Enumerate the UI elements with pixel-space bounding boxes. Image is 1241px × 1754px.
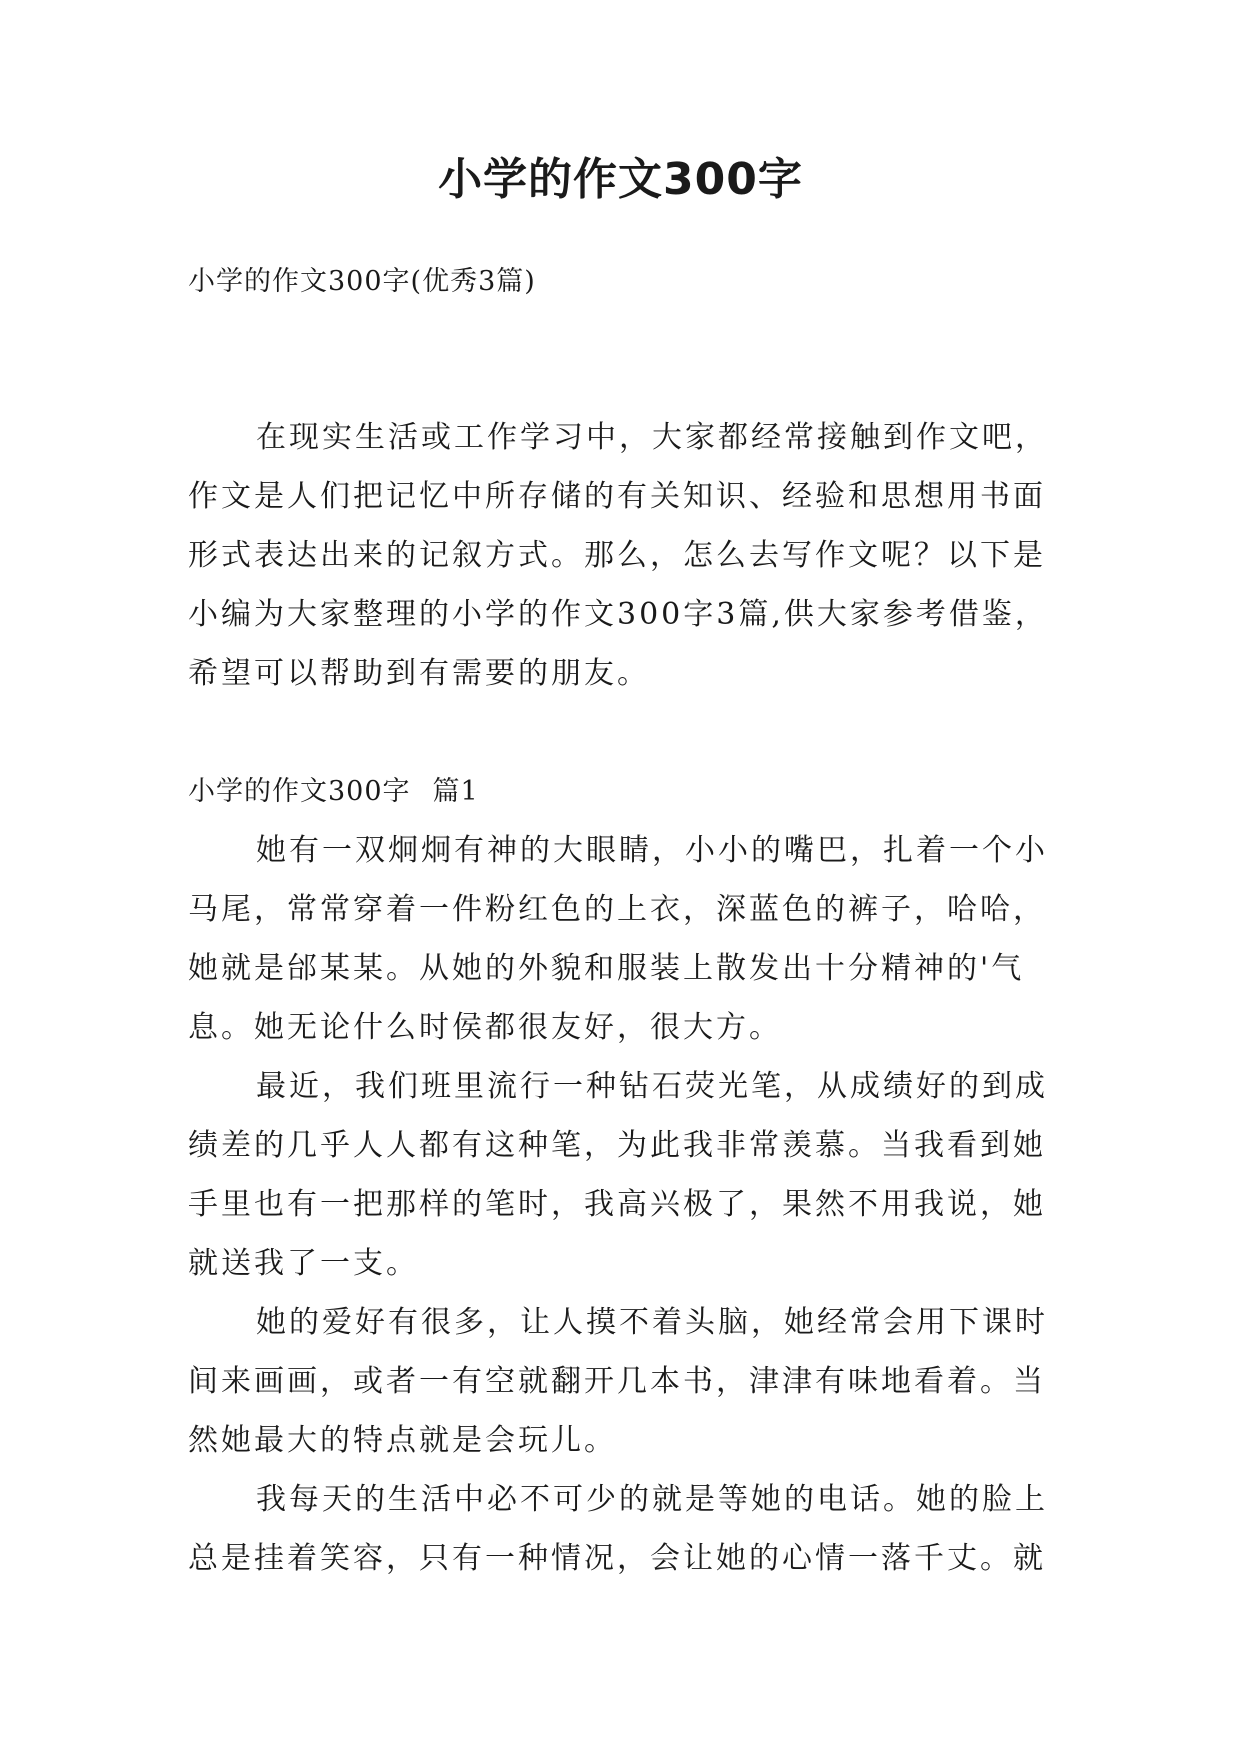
intro-paragraph	[188, 408, 1068, 703]
intro-line: 希望可以帮助到有需要的朋友。	[188, 656, 650, 691]
essay-line: 她就是邰某某。从她的外貌和服装上散发出十分精神的'气	[188, 951, 1025, 986]
intro-line: 在现实生活或工作学习中，大家都经常接触到作文吧，	[256, 420, 1048, 455]
essay-line: 绩差的几乎人人都有这种笔，为此我非常羡慕。当我看到她	[188, 1128, 1046, 1163]
essay-line: 总是挂着笑容，只有一种情况，会让她的心情一落千丈。就	[188, 1541, 1046, 1576]
intro-line: 形式表达出来的记叙方式。那么，怎么去写作文呢？以下是	[188, 538, 1046, 573]
essay-line: 我每天的生活中必不可少的就是等她的电话。她的脸上	[256, 1482, 1048, 1517]
document-subtitle: 小学的作文300字(优秀3篇)	[188, 266, 536, 297]
essay-heading	[188, 762, 1068, 821]
essay-heading-number: 篇1	[432, 776, 479, 807]
essay-line: 然她最大的特点就是会玩儿。	[188, 1423, 617, 1458]
essay-line: 最近，我们班里流行一种钻石荧光笔，从成绩好的到成	[256, 1069, 1048, 1104]
intro-line: 小编为大家整理的小学的作文300字3篇,供大家参考借鉴，	[188, 597, 1048, 632]
essay-line: 手里也有一把那样的笔时，我高兴极了，果然不用我说，她	[188, 1187, 1046, 1222]
essay-paragraph	[188, 821, 1068, 1057]
essay-line: 她有一双炯炯有神的大眼睛，小小的嘴巴，扎着一个小	[256, 833, 1048, 868]
intro-line: 作文是人们把记忆中所存储的有关知识、经验和思想用书面	[188, 479, 1046, 514]
essay-line: 间来画画，或者一有空就翻开几本书，津津有味地看着。当	[188, 1364, 1046, 1399]
essay-paragraph	[188, 1470, 1068, 1588]
essay-line: 马尾，常常穿着一件粉红色的上衣，深蓝色的裤子，哈哈，	[188, 892, 1046, 927]
essay-paragraph	[188, 1057, 1068, 1293]
essay-paragraph	[188, 1293, 1068, 1470]
essay-line: 就送我了一支。	[188, 1246, 419, 1281]
essay-heading-title: 小学的作文300字	[188, 776, 411, 807]
essay-line: 息。她无论什么时侯都很友好，很大方。	[188, 1010, 782, 1045]
essay-section	[188, 762, 1068, 1588]
document-title: 小学的作文300字	[438, 154, 803, 205]
essay-line: 她的爱好有很多，让人摸不着头脑，她经常会用下课时	[256, 1305, 1048, 1340]
